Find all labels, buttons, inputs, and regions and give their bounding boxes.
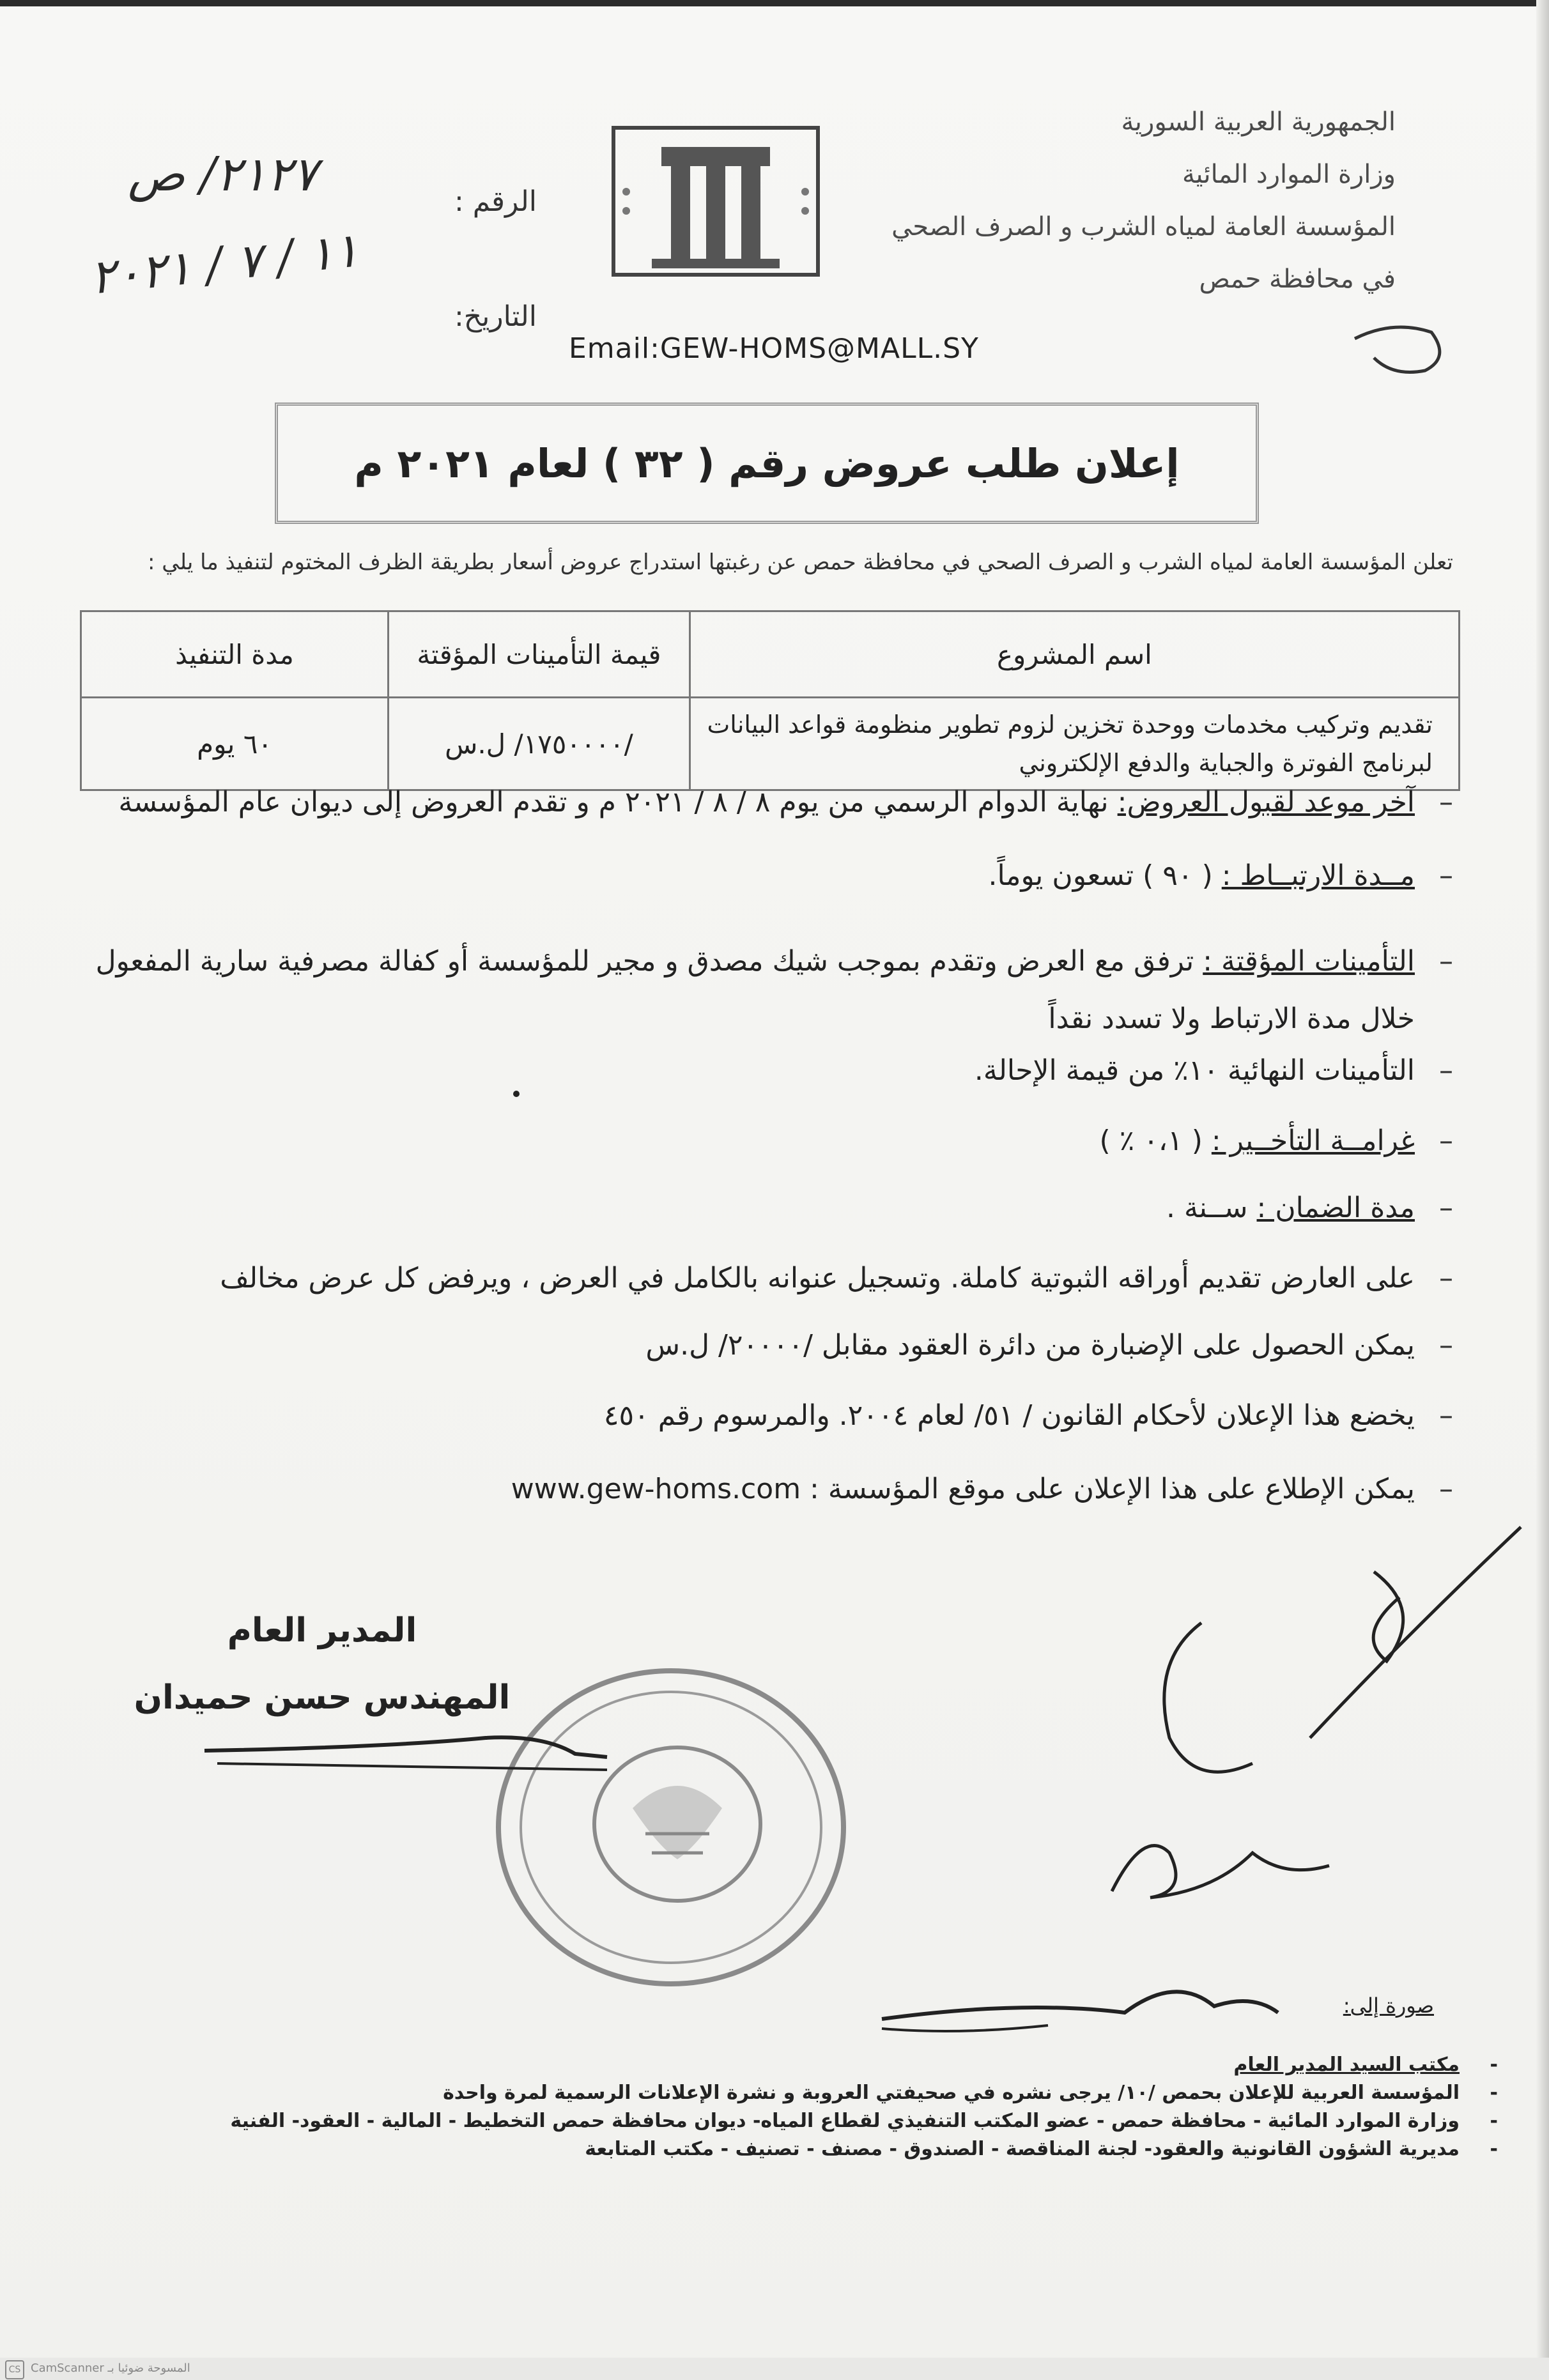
list-item: - مكتب السيد المدير العام — [220, 2051, 1498, 2079]
org-line: المؤسسة العامة لمياه الشرب و الصرف الصحي — [891, 212, 1396, 242]
scanner-footer-text: CamScanner المسوحة ضوئيا بـ — [31, 2361, 190, 2375]
copies-list — [220, 2051, 1498, 2163]
org-line: في محافظة حمص — [1199, 265, 1396, 294]
cell-project-name: تقديم وتركيب مخدمات ووحدة تخزين لزوم تطوير منظومة قواعد البيانات لبرنامج الفوترة والجباية والدفع الإلكتروني — [690, 698, 1459, 790]
scanner-footer — [0, 2358, 1549, 2380]
col-header-deposit: قيمة التأمينات المؤقتة — [389, 611, 690, 698]
col-header-project: اسم المشروع — [690, 611, 1459, 698]
email-line: Email:GEW-HOMS@MALL.SY — [569, 332, 979, 365]
list-item: – يمكن الحصول على الإضبارة من دائرة العقود مقابل /٢٠٠٠٠/ ل.س — [79, 1329, 1453, 1399]
cell-duration: ٦٠ يوم — [81, 698, 389, 790]
list-item: – يخضع هذا الإعلان لأحكام القانون / ٥١/ لعام ٢٠٠٤. والمرسوم رقم ٤٥٠ — [79, 1399, 1453, 1473]
list-item: – على العارض تقديم أوراقه الثبوتية كاملة. وتسجيل عنوانه بالكامل في العرض ، ويرفض كل عرض مخالف — [79, 1262, 1453, 1329]
intro-paragraph: تعلن المؤسسة العامة لمياه الشرب و الصرف الصحي في محافظة حمص عن رغبتها استدراج عروض أسعار بطريقة الظرف المختوم لتنفيذ ما يلي : — [147, 549, 1453, 575]
signer-title: المدير العام — [227, 1611, 417, 1650]
list-item: – مدة الضمان : ســنة . — [79, 1192, 1453, 1262]
scan-edge-top — [0, 0, 1549, 6]
scan-edge-right — [1536, 0, 1549, 2380]
list-item: - وزارة الموارد المائية - محافظة حمص - عضو المكتب التنفيذي لقطاع المياه- ديوان محافظة حمص التخطيط - المالية - العقود- الفنية — [220, 2107, 1498, 2135]
reference-block — [89, 147, 537, 339]
list-item: – مــدة الارتبــاط : ( ٩٠ ) تسعون يوماً. — [79, 859, 1453, 933]
date-handwritten: ١١ / ٧ / ٢٠٢١ — [87, 222, 362, 305]
list-item: – يمكن الإطلاع على هذا الإعلان على موقع المؤسسة : www.gew-homs.com — [79, 1473, 1453, 1543]
ref-label: الرقم : — [454, 185, 537, 218]
org-line: الجمهورية العربية السورية — [1121, 107, 1396, 137]
list-item: – آخر موعد لقبول العروض: نهاية الدوام الرسمي من يوم ٨ / ٨ / ٢٠٢١ م و تقدم العروض إلى ديوان عام المؤسسة — [79, 786, 1453, 859]
list-item: - المؤسسة العربية للإعلان بحمص /١٠/ يرجى نشره في صحيفتي العروبة و نشرة الإعلانات الرسمية لمرة واحدة — [220, 2079, 1498, 2107]
project-table — [80, 610, 1460, 791]
conditions-list — [79, 786, 1453, 1543]
date-label: التاريخ: — [454, 300, 537, 333]
page-title: إعلان طلب عروض رقم ( ٣٢ ) لعام ٢٠٢١ م — [354, 440, 1180, 487]
signature-block — [118, 1597, 527, 1731]
list-item: – التأمينات المؤقتة : ترفق مع العرض وتقدم بموجب شيك مصدق و مجير للمؤسسة أو كفالة مصرفية سارية المفعول خلال مدة الارتباط ولا تسدد نقداً — [79, 933, 1453, 1054]
title-box — [275, 403, 1259, 524]
camscanner-logo-icon: CS — [5, 2360, 24, 2379]
ref-handwritten: ٢١٢٧/ ص — [128, 147, 318, 202]
col-header-duration: مدة التنفيذ — [81, 611, 389, 698]
list-item: – التأمينات النهائية ١٠٪ من قيمة الإحالة. — [79, 1054, 1453, 1125]
list-item: - مديرية الشؤون القانونية والعقود- لجنة المناقصة - الصندوق - مصنف - تصنيف - مكتب المتابعة — [220, 2135, 1498, 2163]
signer-name: المهندس حسن حميدان — [134, 1678, 511, 1717]
org-header — [872, 96, 1396, 305]
org-line: وزارة الموارد المائية — [1182, 160, 1396, 189]
table-header-row — [81, 611, 1460, 698]
cell-deposit-value: /١٧٥٠٠٠٠/ ل.س — [389, 698, 690, 790]
table-row — [81, 698, 1460, 790]
official-stamp-icon — [486, 1661, 856, 1993]
ministry-logo-icon — [601, 121, 831, 281]
list-item: – غرامــة التأخــير : ( ٠،١ ٪ ) — [79, 1125, 1453, 1192]
copies-label: صورة إلى: — [1343, 1993, 1434, 2018]
